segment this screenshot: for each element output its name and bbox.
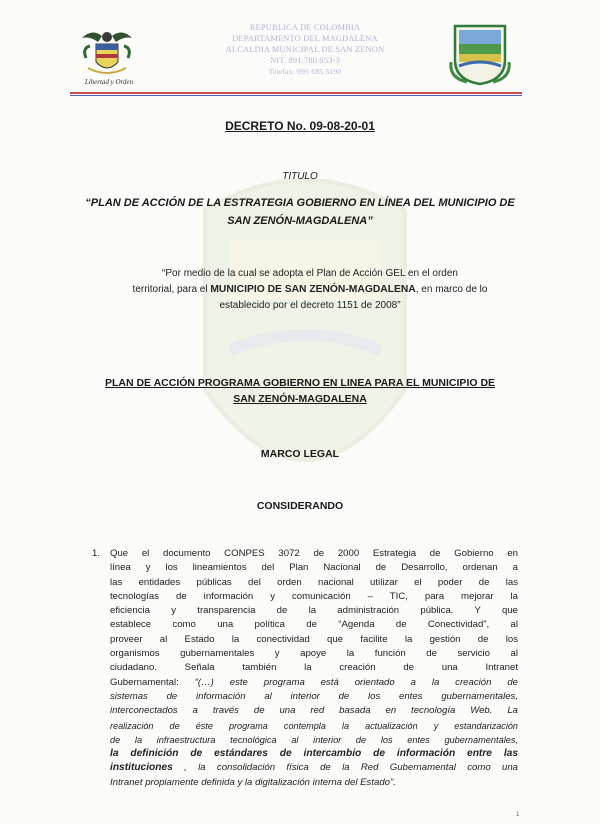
- emphasized-word: instituciones: [110, 762, 173, 774]
- plan-heading-line: PLAN DE ACCIÓN PROGRAMA GOBIERNO EN LINEA PARA EL MUNICIPIO DE: [104, 377, 496, 389]
- paragraph-line: establece como una política de “Agenda de Conectividad”, al: [110, 619, 518, 631]
- header-divider-blue: [70, 95, 522, 96]
- quoted-line: de la infraestructura tecnológica al interior de los entes gubernamentales,: [110, 734, 518, 745]
- letterhead-line: Telefax: 095 685 5190: [268, 67, 342, 76]
- title-line: SAN ZENÓN-MAGDALENA”: [227, 215, 373, 227]
- quote-line: [80, 282, 540, 298]
- item-number: 1.: [92, 548, 101, 559]
- quoted-line: sistemas de información al interior de los entes gubernamentales,: [110, 690, 518, 702]
- paragraph-line: Que el documento CONPES 3072 de 2000 Estrategia de Gobierno en: [110, 548, 518, 559]
- quote-line: establecido por el decreto 1151 de 2008”: [219, 300, 401, 311]
- quoted-line: Intranet propiamente definida y la digitalización interna del Estado”.: [110, 776, 396, 788]
- section-heading-marco-legal: MARCO LEGAL: [260, 448, 340, 460]
- paragraph-line: tecnologías de información y comunicación – TIC, para mejorar la: [110, 590, 518, 602]
- paragraph-line: organismos gubernamentales y apoye la función de servicio al: [110, 648, 518, 660]
- quote-line: “Por medio de la cual se adopta el Plan de Acción GEL en el orden: [162, 268, 458, 279]
- title-label: TITULO: [282, 171, 318, 182]
- letterhead-text: [180, 22, 430, 77]
- quote-line-end: , en marco de lo: [415, 284, 488, 295]
- paragraph-line: las entidades públicas del orden nacional utilizar el poder de las: [110, 576, 518, 588]
- section-heading-considerando: CONSIDERANDO: [256, 500, 344, 512]
- document-title: [60, 194, 540, 230]
- paragraph-line: línea y los lineamientos del Plan Nacional de Desarrollo, ordenan a: [110, 562, 518, 574]
- quoted-text: , la consolidación física de la Red Gubernamental como una: [172, 762, 518, 774]
- quoted-text: “(…) este programa está orientado a la creación de: [194, 676, 518, 688]
- paragraph-line: [110, 676, 518, 690]
- header-divider-red: [70, 92, 522, 94]
- plan-heading-line: SAN ZENÓN-MAGDALENA: [233, 393, 367, 405]
- decree-purpose-quote: [80, 266, 540, 314]
- quote-line-start: territorial, para el: [132, 284, 211, 295]
- line-start: Gubernamental:: [110, 676, 195, 688]
- emphasized-line: la definición de estándares de intercambio de información entre las: [110, 748, 518, 760]
- paragraph-line: ciudadano. Señala también la creación de una Intranet: [110, 662, 518, 674]
- considerando-item-1: [92, 547, 518, 790]
- paragraph-line: eficiencia y transparencia de la administración pública. Y que: [110, 605, 518, 617]
- quoted-line: interconectados a través de una red basada en tecnología Web. La: [110, 705, 518, 717]
- quoted-line: [110, 761, 518, 775]
- decree-number: DECRETO No. 09-08-20-01: [225, 119, 375, 133]
- letterhead-line: REPUBLICA DE COLOMBIA: [249, 23, 361, 32]
- letterhead-line: ALCALDIA MUNICIPAL DE SAN ZENON: [225, 45, 385, 54]
- coat-of-arms-motto: Libertad y Orden: [84, 78, 134, 86]
- letterhead-line: DEPARTAMENTO DEL MAGDALENA: [232, 34, 378, 43]
- page-number: 1: [516, 812, 520, 818]
- letterhead-line: NIT. 891.780.053-3: [270, 56, 340, 65]
- title-line: “PLAN DE ACCIÓN DE LA ESTRATEGIA GOBIERNO EN LÍNEA DEL MUNICIPIO DE: [85, 197, 515, 209]
- san-zenon-municipal-seal-icon: [447, 22, 513, 88]
- quoted-line: realización de éste programa contempla la actualización y estandarización: [110, 720, 518, 731]
- letterhead-header: [0, 0, 600, 100]
- municipality-name: MUNICIPIO DE SAN ZENÓN-MAGDALENA: [210, 284, 416, 295]
- colombia-coat-of-arms-icon: [78, 28, 136, 78]
- paragraph-line: proveer al Estado la conectividad que facilite la gestión de los: [110, 633, 518, 645]
- plan-heading: [60, 375, 540, 407]
